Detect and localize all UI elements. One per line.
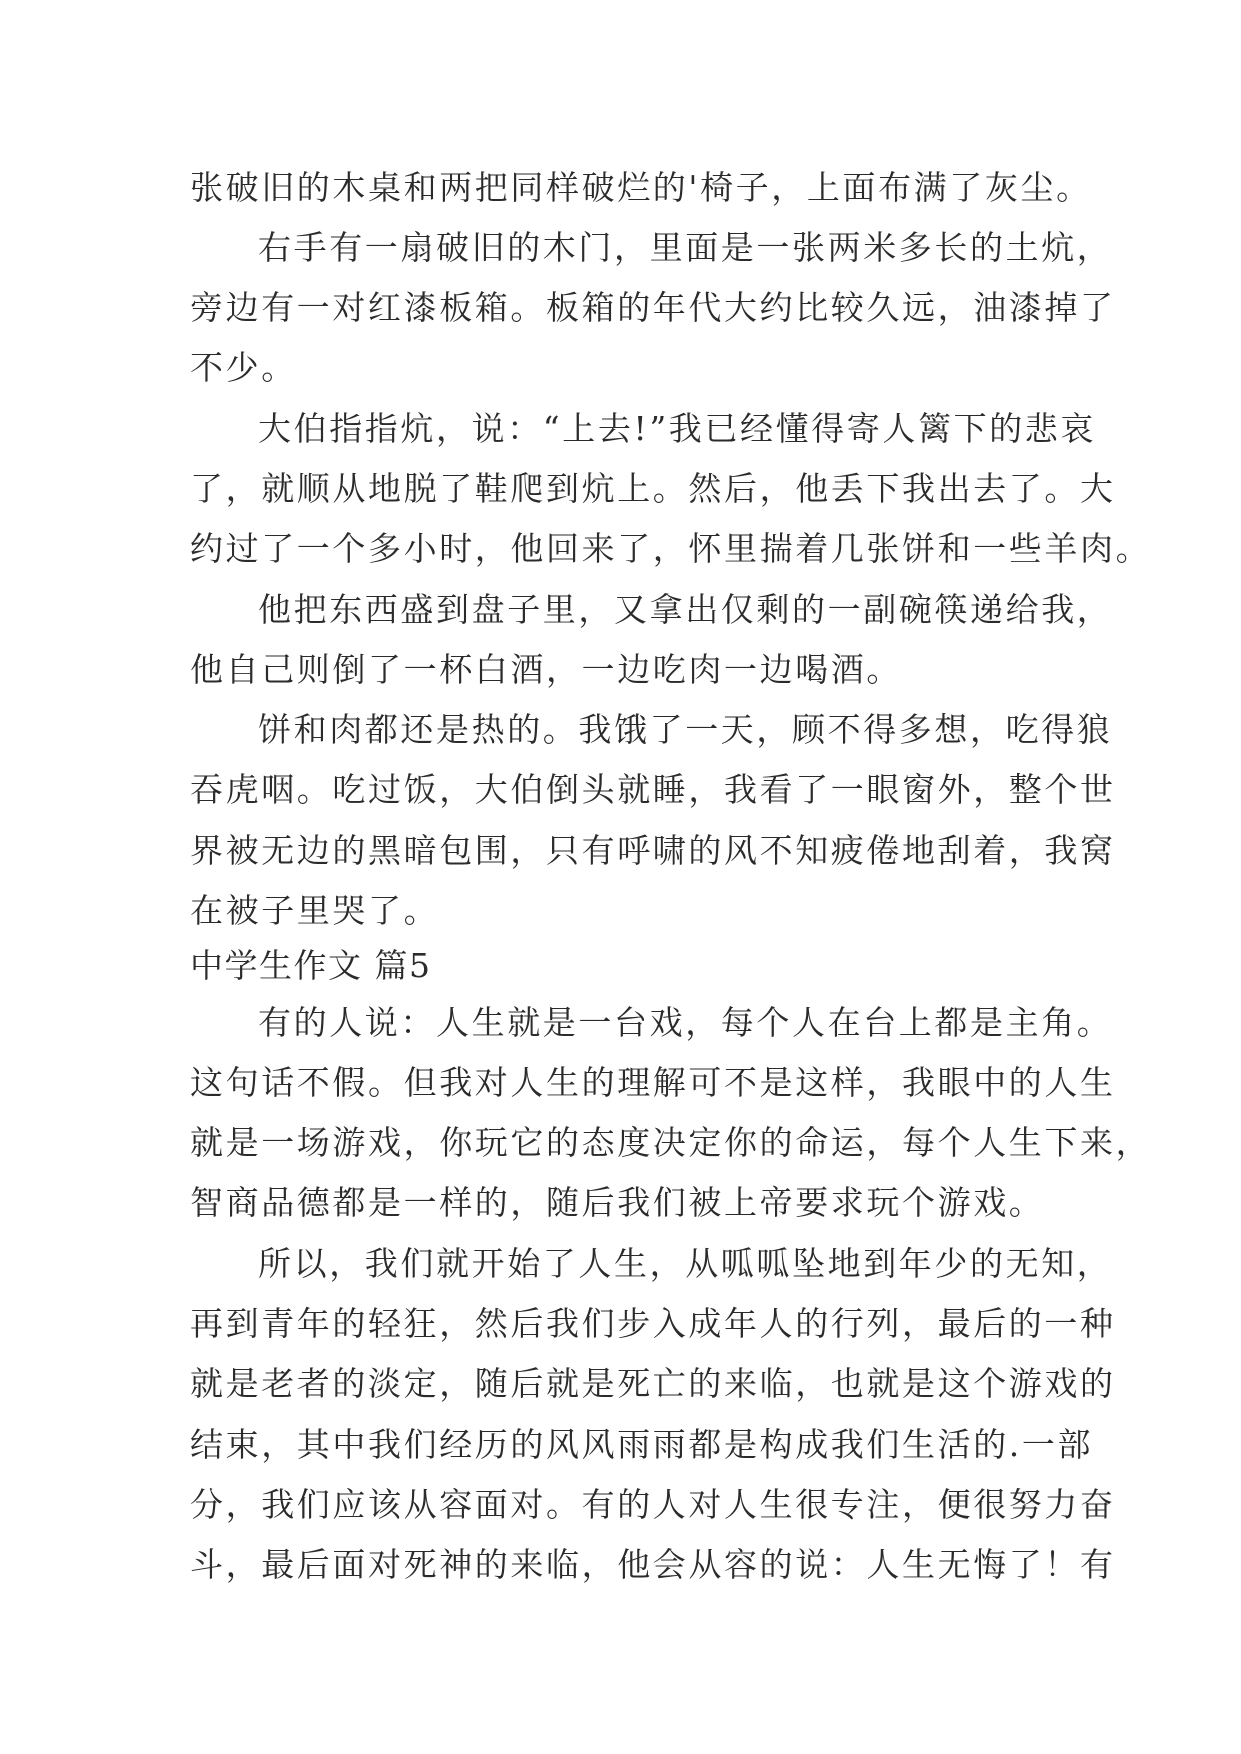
text-line: 再到青年的轻狂，然后我们步入成年人的行列，最后的一种 [190, 1304, 1116, 1343]
text-line: 就是老者的淡定，随后就是死亡的来临，也就是这个游戏的 [190, 1364, 1116, 1403]
text-line: 旁边有一对红漆板箱。板箱的年代大约比较久远，油漆掉了 [190, 288, 1116, 327]
text-line: 分，我们应该从容面对。有的人对人生很专注，便很努力奋 [190, 1485, 1116, 1524]
text-line: 就是一场游戏，你玩它的态度决定你的命运，每个人生下来， [190, 1123, 1152, 1162]
paragraph-start-line: 有的人说：人生就是一台戏，每个人在台上都是主角。 [258, 1003, 1113, 1042]
paragraph-start-line: 大伯指指炕，说：“上去!”我已经懂得寄人篱下的悲哀 [258, 409, 1097, 448]
paragraph-start-line: 他把东西盛到盘子里，又拿出仅剩的一副碗筷递给我， [258, 590, 1113, 629]
text-line: 吞虎咽。吃过饭，大伯倒头就睡，我看了一眼窗外，整个世 [190, 770, 1116, 809]
text-line: 这句话不假。但我对人生的理解可不是这样，我眼中的人生 [190, 1063, 1116, 1102]
text-line: 不少。 [190, 348, 297, 387]
text-line: 界被无边的黑暗包围，只有呼啸的风不知疲倦地刮着，我窝 [190, 831, 1116, 870]
text-line: 斗，最后面对死神的来临，他会从容的说：人生无悔了！有 [190, 1545, 1116, 1584]
paragraph-start-line: 饼和肉都还是热的。我饿了一天，顾不得多想，吃得狼 [258, 710, 1113, 749]
text-line: 智商品德都是一样的，随后我们被上帝要求玩个游戏。 [190, 1183, 1045, 1222]
text-line: 在被子里哭了。 [190, 891, 440, 930]
text-line: 他自己则倒了一杯白酒，一边吃肉一边喝酒。 [190, 650, 902, 689]
text-line: 张破旧的木桌和两把同样破烂的'椅子，上面布满了灰尘。 [190, 168, 1092, 207]
text-line: 了，就顺从地脱了鞋爬到炕上。然后，他丢下我出去了。大 [190, 469, 1116, 508]
text-line: 结束，其中我们经历的风风雨雨都是构成我们生活的.一部 [190, 1425, 1094, 1464]
paragraph-start-line: 右手有一扇破旧的木门，里面是一张两米多长的土炕， [258, 228, 1113, 267]
text-line: 约过了一个多小时，他回来了，怀里揣着几张饼和一些羊肉。 [190, 529, 1152, 568]
paragraph-start-line: 所以，我们就开始了人生，从呱呱坠地到年少的无知， [258, 1244, 1113, 1283]
section-heading: 中学生作文 篇5 [190, 946, 432, 985]
